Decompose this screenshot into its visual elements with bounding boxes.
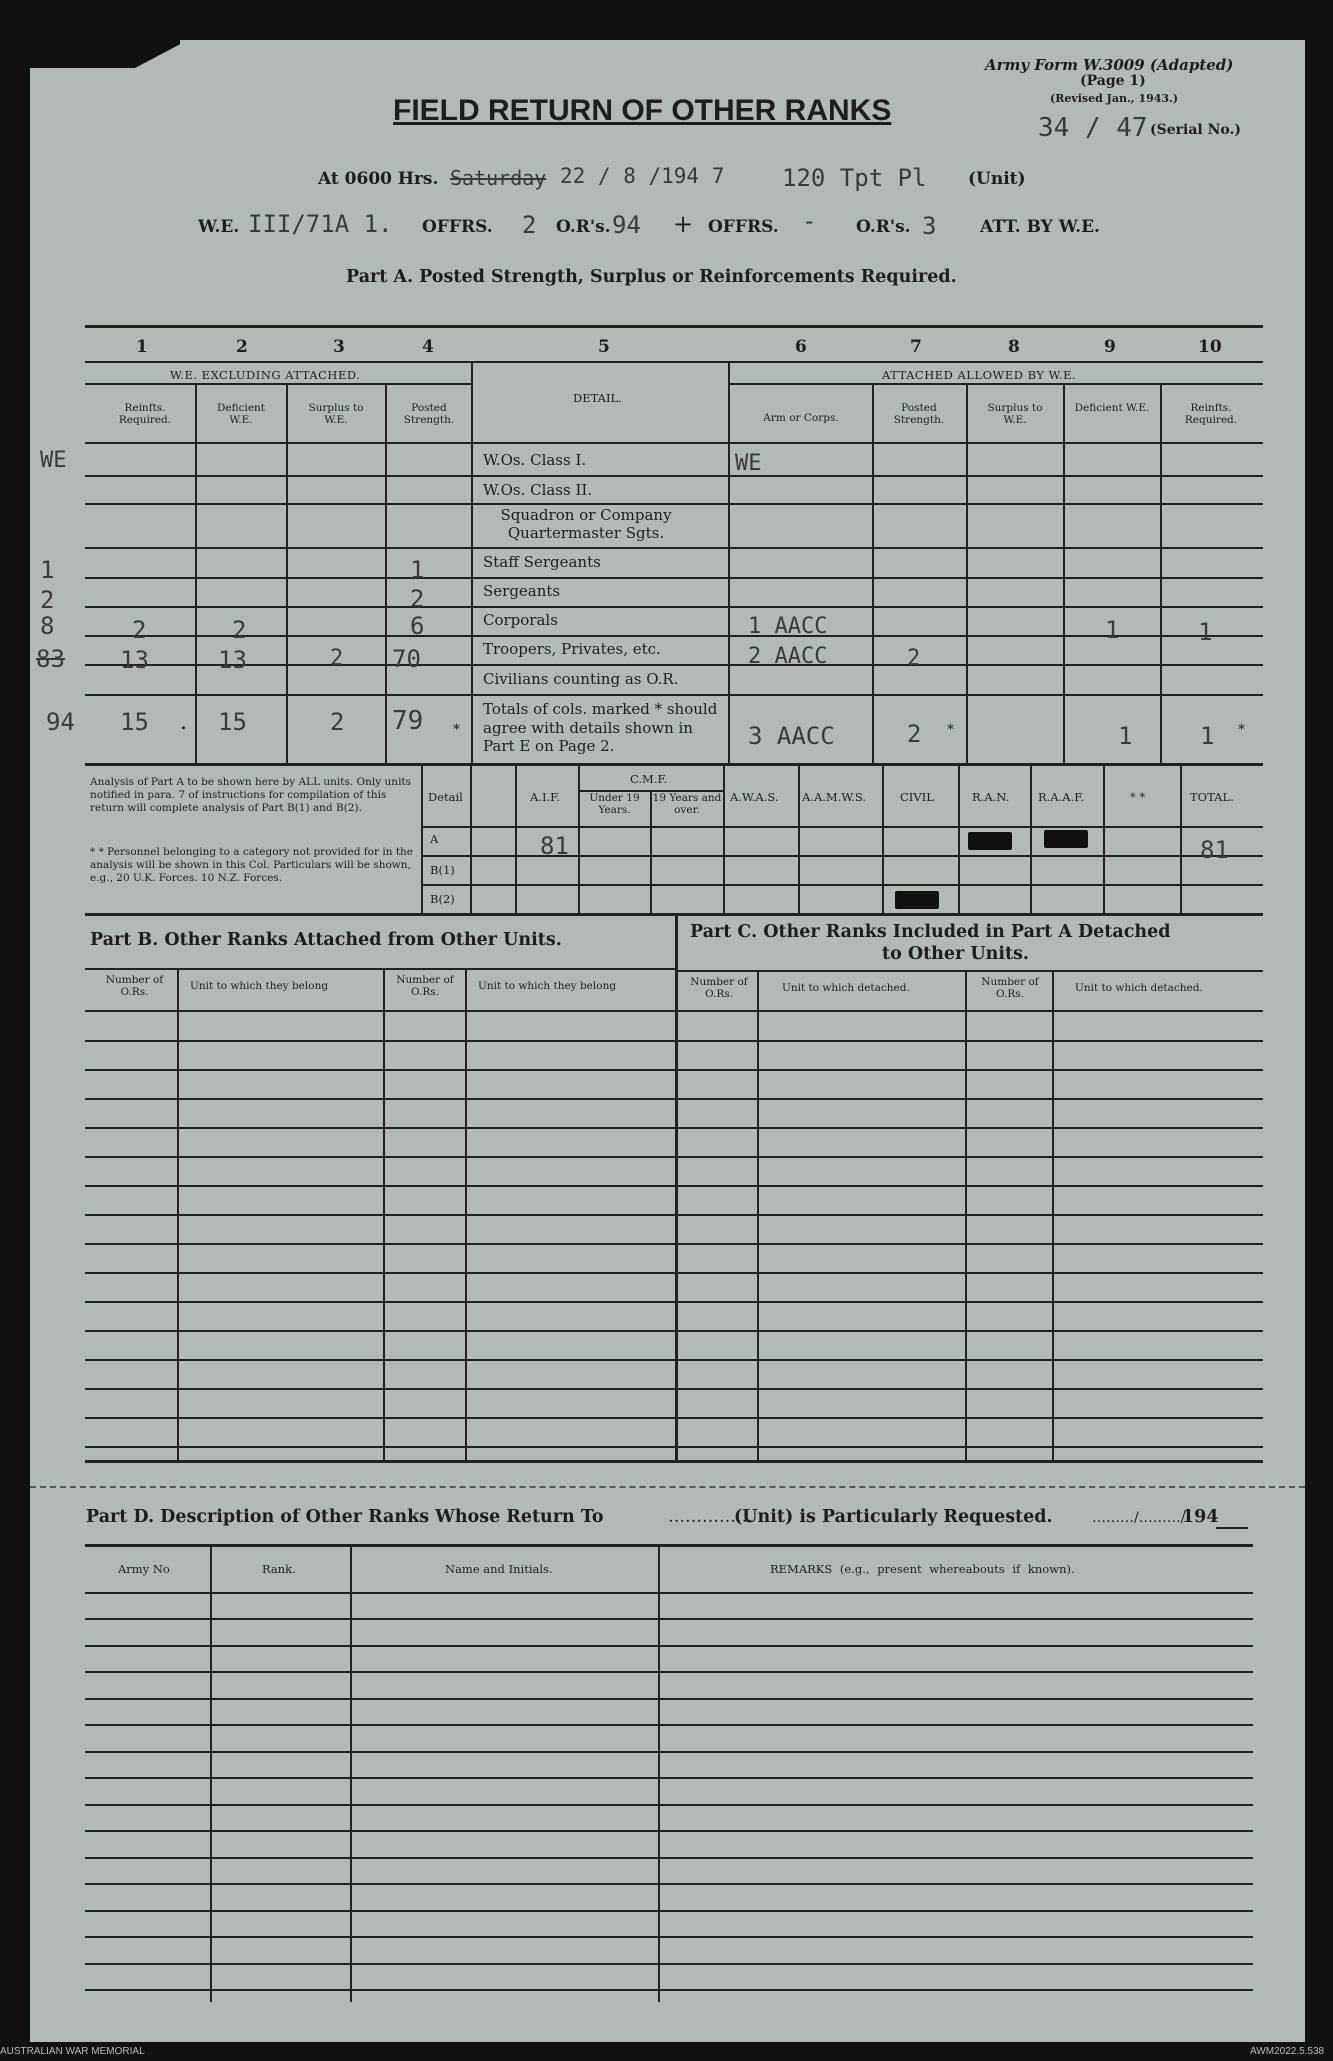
part-c-title: Part C. Other Ranks Included in Part A Detached xyxy=(690,922,1171,942)
rule-line xyxy=(85,1671,1253,1673)
part-b-num-header: Number of O.Rs. xyxy=(105,974,164,998)
margin-value: 83 xyxy=(36,645,65,673)
surplus-value: 2 xyxy=(330,646,344,671)
margin-value: 8 xyxy=(40,612,55,640)
awas-header: A.W.A.S. xyxy=(730,790,779,804)
part-d-unit-label: (Unit) is Particularly Requested. xyxy=(734,1507,1053,1527)
raaf-header: R.A.A.F. xyxy=(1038,790,1085,804)
analysis-row-label: A xyxy=(430,832,439,846)
detail-label: W.Os. Class I. xyxy=(483,451,587,469)
total-a-value: 81 xyxy=(1200,836,1229,864)
rule-line xyxy=(85,1272,1263,1274)
revised-date: (Revised Jan., 1943.) xyxy=(1050,92,1179,105)
posted-strength-value: 6 xyxy=(410,612,425,640)
total-att-deficient: 1 xyxy=(1118,722,1133,750)
rule-line xyxy=(85,1069,1263,1071)
totals-label: Totals of cols. marked * should agree with details shown in Part E on Page 2. xyxy=(483,700,718,755)
part-b-unit-header: Unit to which they belong xyxy=(190,980,329,992)
total-posted: 79 xyxy=(392,706,424,736)
sub-header: Arm or Corps. xyxy=(763,412,839,424)
detail-label: Sergeants xyxy=(483,582,561,600)
deficient-value: 2 xyxy=(232,616,247,644)
posted-strength-value: 1 xyxy=(410,556,425,584)
we-excluding-header: W.E. EXCLUDING ATTACHED. xyxy=(170,368,361,382)
cmf-header: C.M.F. xyxy=(630,772,668,786)
part-d-unit-blank: …………… xyxy=(668,1507,753,1527)
rank-header: Rank. xyxy=(262,1562,296,1576)
detail-label: Troopers, Privates, etc. xyxy=(483,640,661,658)
rule-line xyxy=(85,1243,1263,1245)
total-deficient: 15 xyxy=(218,708,247,736)
total-att-posted: 2 xyxy=(907,720,922,748)
rule-line xyxy=(85,1910,1253,1912)
serial-label: (Serial No.) xyxy=(1150,122,1241,138)
offrs-label: OFFRS. xyxy=(422,217,493,237)
rule-line xyxy=(85,1618,1253,1620)
part-b-title: Part B. Other Ranks Attached from Other Units. xyxy=(90,930,562,950)
reinfts-value: 13 xyxy=(120,646,149,674)
sub-header: Deficient W.E. xyxy=(216,402,266,426)
we-number: III/71A 1. xyxy=(248,210,393,238)
rule-line xyxy=(85,1936,1253,1938)
part-b-unit-header: Unit to which they belong xyxy=(478,980,617,992)
page-number: (Page 1) xyxy=(1080,73,1146,89)
margin-value: 2 xyxy=(40,586,55,614)
rule-line xyxy=(85,1724,1253,1726)
part-c-unit-header: Unit to which detached. xyxy=(1075,982,1203,994)
att-reinfts-value: 1 xyxy=(1198,618,1213,646)
serial-number: 34 / 47 xyxy=(1038,113,1148,143)
analysis-note-2: * * Personnel belonging to a category not provided for in the analysis will be shown in this Col. Particulars will be shown, e.g., 20 U.K. Forces. 10 N.Z. Forces. xyxy=(90,846,414,884)
col-number: 7 xyxy=(910,337,922,357)
col-number: 10 xyxy=(1198,337,1222,357)
analysis-note-1: Analysis of Part A to be shown here by ALL units. Only units notified in para. 7 of instructions for compilation of this return will complete analysis of Part B(1) and B(2). xyxy=(90,776,412,814)
reinfts-value: 2 xyxy=(132,616,147,644)
dot-mark: . xyxy=(180,710,187,735)
total-star: * xyxy=(453,722,460,738)
sub-header: Reinfts. Required. xyxy=(1184,402,1238,426)
rule-line xyxy=(85,1156,1263,1158)
over19-header: 19 Years and over. xyxy=(652,792,722,816)
sub-header: Surplus to W.E. xyxy=(987,402,1043,426)
footer-credit: AUSTRALIAN WAR MEMORIAL xyxy=(0,2046,145,2057)
col-number: 6 xyxy=(795,337,807,357)
posted-strength-value: 70 xyxy=(392,645,421,673)
part-a-title: Part A. Posted Strength, Surplus or Reinforcements Required. xyxy=(346,267,957,287)
sub-header: Posted Strength. xyxy=(893,402,945,426)
footer-id: AWM2022.5.538 xyxy=(1250,2046,1325,2057)
rule-line xyxy=(85,1645,1253,1647)
arm-corps-value: 1 AACC xyxy=(748,614,828,639)
col-number: 4 xyxy=(422,337,434,357)
rule-line xyxy=(85,1040,1263,1042)
ors-value: 94 xyxy=(612,211,641,239)
rule-line xyxy=(85,1098,1263,1100)
analysis-row-label: B(2) xyxy=(430,892,455,906)
rule-line xyxy=(85,1185,1263,1187)
part-c-title-2: to Other Units. xyxy=(882,944,1030,964)
analysis-row-label: B(1) xyxy=(430,863,455,877)
detail-label: Staff Sergeants xyxy=(483,553,601,571)
sub-header: Surplus to W.E. xyxy=(308,402,364,426)
day-field: Saturday xyxy=(450,166,547,190)
col-number: 8 xyxy=(1008,337,1020,357)
rule-line xyxy=(85,1857,1253,1859)
att-deficient-value: 1 xyxy=(1105,616,1120,644)
col-number: 5 xyxy=(598,337,610,357)
redaction-civil xyxy=(895,891,939,909)
sub-header: Deficient W.E. xyxy=(1074,402,1150,414)
ors2-value: 3 xyxy=(922,212,937,240)
rule-line xyxy=(85,1301,1263,1303)
plus-sign: + xyxy=(673,210,694,238)
analysis-detail-label: Detail xyxy=(428,790,463,804)
redaction-ran xyxy=(968,832,1012,850)
date-field: 22 / 8 /194 7 xyxy=(560,164,725,188)
att-posted-value: 2 xyxy=(907,646,921,671)
under19-header: Under 19 Years. xyxy=(589,792,640,816)
rule-line xyxy=(85,1388,1263,1390)
sub-header: Reinfts. Required. xyxy=(118,402,172,426)
deficient-value: 13 xyxy=(218,646,247,674)
civil-header: CIVIL xyxy=(900,790,934,804)
ors2-label: O.R's. xyxy=(856,217,911,237)
detail-header: DETAIL. xyxy=(573,391,622,405)
fold-line xyxy=(30,1486,1305,1488)
name-header: Name and Initials. xyxy=(445,1562,553,1576)
col-number: 2 xyxy=(236,337,248,357)
total-header: TOTAL. xyxy=(1190,790,1234,804)
aif-header: A.I.F. xyxy=(530,790,561,804)
total-att-reinfts: 1 xyxy=(1200,722,1215,750)
part-c-unit-header: Unit to which detached. xyxy=(782,982,910,994)
part-b-num-header: Number of O.Rs. xyxy=(396,974,454,998)
form-id: Army Form W.3009 (Adapted) xyxy=(985,56,1234,74)
total-arm-corps: 3 AACC xyxy=(748,722,835,750)
total-star: * xyxy=(1238,722,1245,738)
total-star: * xyxy=(947,722,954,738)
sub-header: Posted Strength. xyxy=(403,402,455,426)
arm-corps-value: 2 AACC xyxy=(748,644,828,669)
rule-line xyxy=(85,1989,1253,1991)
rule-line xyxy=(85,1804,1253,1806)
page-title: FIELD RETURN OF OTHER RANKS xyxy=(393,94,892,127)
aif-a-value: 81 xyxy=(540,832,569,860)
col-number: 9 xyxy=(1104,337,1116,357)
detail-label: W.Os. Class II. xyxy=(483,481,593,499)
rule-line xyxy=(85,1963,1253,1965)
rule-line xyxy=(85,1698,1253,1700)
att-label: ATT. BY W.E. xyxy=(980,217,1100,237)
offrs-value: 2 xyxy=(522,211,537,239)
at-hours-label: At 0600 Hrs. xyxy=(318,169,439,189)
rule-line xyxy=(85,1883,1253,1885)
redaction-raaf xyxy=(1044,830,1088,848)
posted-strength-value: 2 xyxy=(410,585,425,613)
rule-line xyxy=(85,1751,1253,1753)
rule-line xyxy=(85,1830,1253,1832)
part-c-num-header: Number of O.Rs. xyxy=(981,976,1039,1000)
unit-field: 120 Tpt Pl xyxy=(782,164,927,192)
rule-line xyxy=(85,1359,1263,1361)
other-header: * * xyxy=(1130,790,1146,804)
col-number: 1 xyxy=(136,337,148,357)
total-surplus: 2 xyxy=(330,708,345,736)
margin-value: 1 xyxy=(40,556,55,584)
aamws-header: A.A.M.W.S. xyxy=(802,790,866,804)
army-no-header: Army No xyxy=(118,1562,170,1576)
detail-label: Civilians counting as O.R. xyxy=(483,670,679,688)
part-c-num-header: Number of O.Rs. xyxy=(690,976,748,1000)
remarks-header: REMARKS (e.g., present whereabouts if known). xyxy=(770,1562,1075,1576)
we-label: W.E. xyxy=(198,217,240,237)
part-d-year-label: 194 xyxy=(1182,1507,1219,1527)
we-arm-value: WE xyxy=(735,451,762,476)
rule-line xyxy=(85,1417,1263,1419)
ran-header: R.A.N. xyxy=(972,790,1010,804)
rule-line xyxy=(85,1127,1263,1129)
margin-total: 94 xyxy=(46,708,75,736)
ors-label: O.R's. xyxy=(556,217,611,237)
total-reinfts: 15 xyxy=(120,708,149,736)
offrs2-value: - xyxy=(802,207,817,235)
attached-allowed-header: ATTACHED ALLOWED BY W.E. xyxy=(882,368,1077,382)
rule-line xyxy=(85,1777,1253,1779)
col-number: 3 xyxy=(333,337,345,357)
unit-label: (Unit) xyxy=(968,169,1026,189)
detail-label: Squadron or Company Quartermaster Sgts. xyxy=(500,506,672,542)
rule-line xyxy=(85,1446,1263,1448)
part-d-date-blank: ………/………/ xyxy=(1092,1510,1186,1526)
offrs2-label: OFFRS. xyxy=(708,217,779,237)
part-d-title: Part D. Description of Other Ranks Whose Return To xyxy=(86,1507,604,1527)
margin-value: WE xyxy=(40,448,67,473)
detail-label: Corporals xyxy=(483,611,558,629)
rule-line xyxy=(85,1330,1263,1332)
rule-line xyxy=(85,1214,1263,1216)
